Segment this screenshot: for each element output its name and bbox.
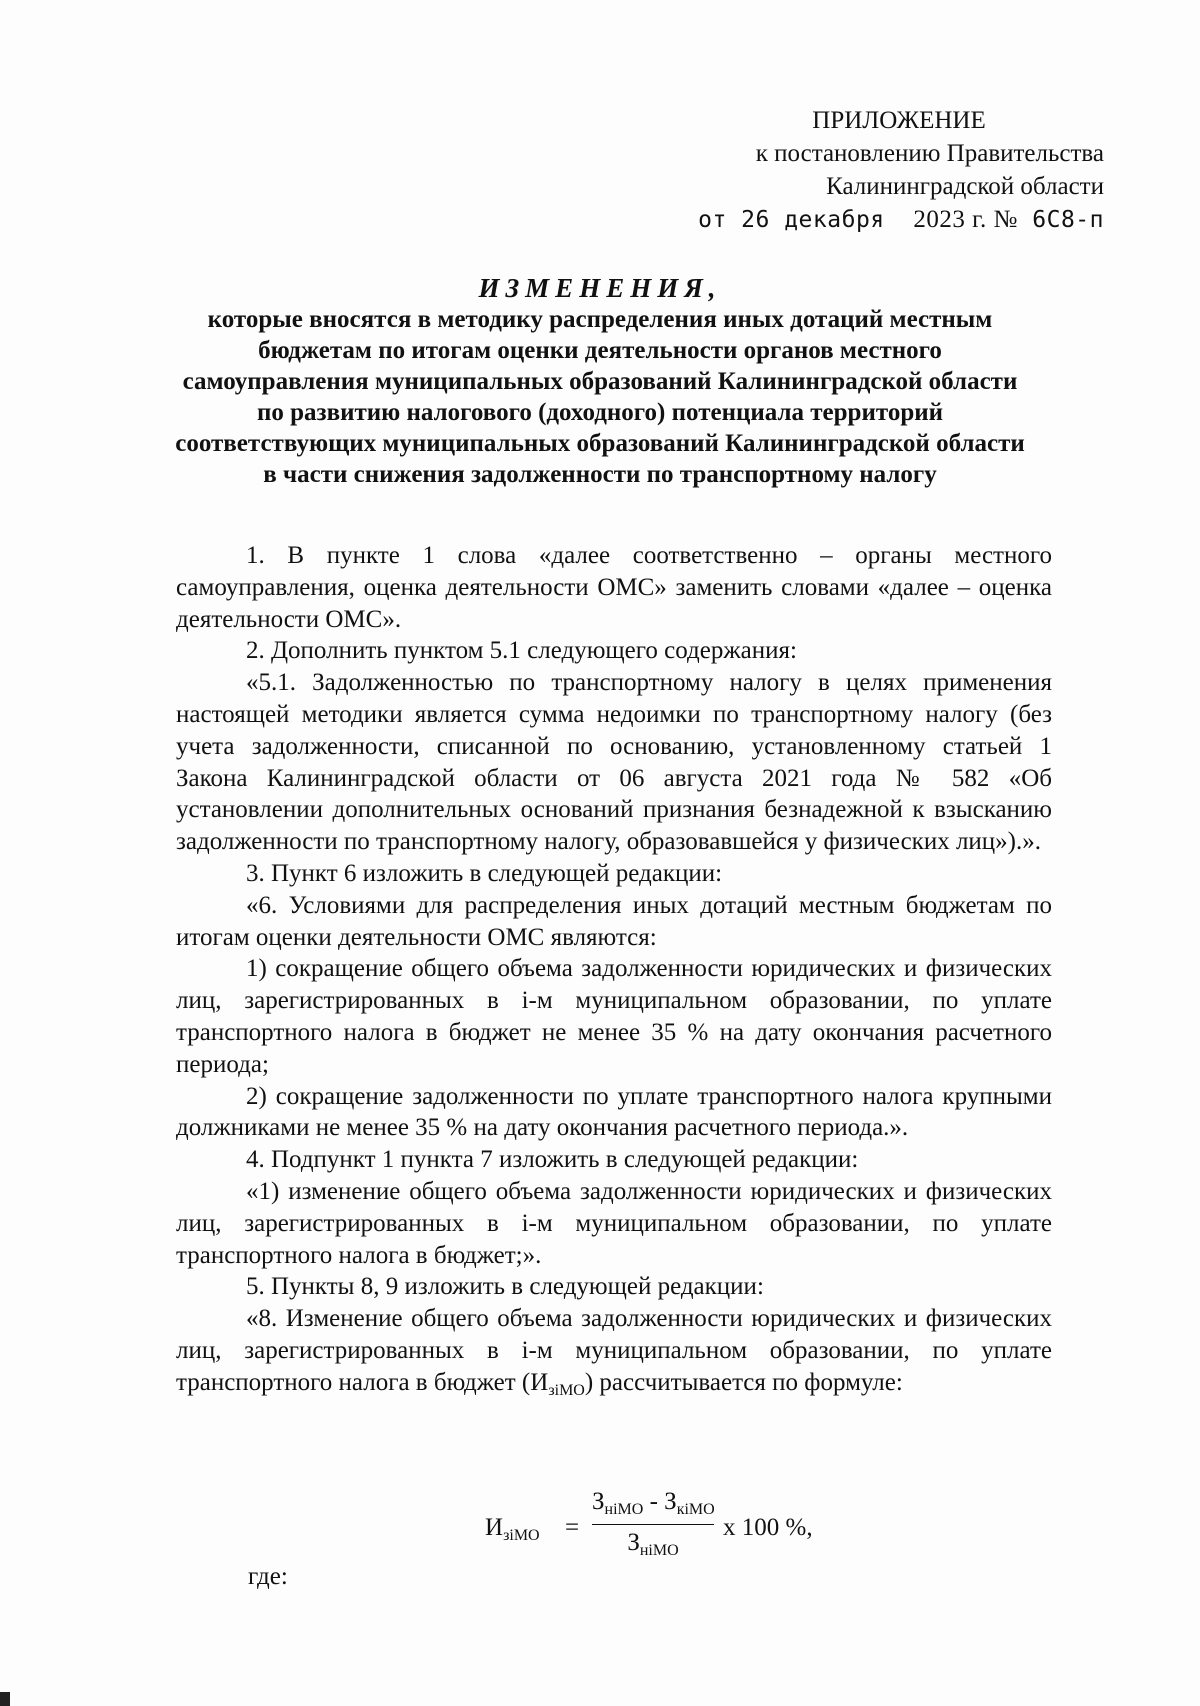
formula-fraction xyxy=(592,1488,714,1560)
formula-minus: - xyxy=(643,1488,665,1515)
date-prefix: от 26 декабря xyxy=(698,207,885,233)
formula-symbol: И xyxy=(485,1514,504,1541)
where-label: где: xyxy=(248,1563,288,1590)
formula xyxy=(485,1488,885,1568)
formula-denominator xyxy=(592,1529,714,1560)
title-line: которые вносятся в методику распределения иных дотаций местным xyxy=(207,306,993,333)
appendix-date xyxy=(544,203,1104,237)
title-main: ИЗМЕНЕНИЯ, xyxy=(478,273,722,303)
paragraph: «6. Условиями для распределения иных дотаций местным бюджетам по итогам оценки деятельности ОМС являются: xyxy=(176,891,1052,951)
appendix-line-2: Калининградской области xyxy=(826,173,1104,200)
subscript: зiМО xyxy=(548,1381,585,1399)
paragraph: 3. Пункт 6 изложить в следующей редакции: xyxy=(246,859,723,887)
formula-symbol: З xyxy=(627,1529,640,1556)
paragraph: 1) сокращение общего объема задолженности юридических и физических лиц, зарегистрированных в i-м муниципальном образовании, по уплате транспортного налога в бюджет не менее 35 % на дату окончания расчетного периода; xyxy=(176,955,1052,1078)
formula-lhs xyxy=(485,1514,540,1545)
paragraph: 4. Подпункт 1 пункта 7 изложить в следующей редакции: xyxy=(246,1146,859,1174)
document-number: 6С8-п xyxy=(1032,207,1104,233)
paragraph-text: ) рассчитывается по формуле: xyxy=(584,1368,903,1396)
appendix-header xyxy=(544,104,1104,237)
formula-subscript: зiМО xyxy=(503,1527,540,1544)
formula-numerator xyxy=(592,1488,714,1522)
paragraph: 2. Дополнить пунктом 5.1 следующего содержания: xyxy=(246,637,797,665)
title-line: самоуправления муниципальных образований Калининградской области xyxy=(182,368,1018,395)
appendix-line-1: к постановлению Правительства xyxy=(755,140,1104,167)
title-line: бюджетам по итогам оценки деятельности органов местного xyxy=(258,337,942,364)
paragraph-text: «8. Изменение общего объема задолженности юридических и физических лиц, зарегистрированных в i-м муниципальном образовании, по уплате транспортного налога в бюджет (И xyxy=(176,1305,1052,1396)
paragraph: 5. Пункты 8, 9 изложить в следующей редакции: xyxy=(246,1273,764,1301)
formula-equals: = xyxy=(565,1514,580,1541)
document-title xyxy=(150,273,1050,490)
paragraph: 1. В пункте 1 слова «далее соответственно – органы местного самоуправления, оценка деятельности ОМС» заменить словами «далее – оценка деятельности ОМС». xyxy=(176,542,1052,633)
paragraph xyxy=(176,1303,1052,1406)
document-body xyxy=(176,540,1052,1407)
title-line: в части снижения задолженности по транспортному налогу xyxy=(263,461,937,488)
formula-symbol: З xyxy=(592,1488,605,1515)
formula-subscript: кiМО xyxy=(676,1501,715,1518)
fraction-bar xyxy=(592,1524,714,1525)
title-line: соответствующих муниципальных образований Калининградской области xyxy=(175,430,1025,457)
formula-tail: x 100 %, xyxy=(723,1514,813,1541)
formula-subscript: нiМО xyxy=(639,1542,679,1559)
date-year: 2023 г. № xyxy=(913,206,1018,233)
appendix-heading: ПРИЛОЖЕНИЕ xyxy=(812,107,986,134)
title-line: по развитию налогового (доходного) потенциала территорий xyxy=(256,399,944,426)
paragraph: 2) сокращение задолженности по уплате транспортного налога крупными должниками не менее 35 % на дату окончания расчетного периода.». xyxy=(176,1082,1052,1142)
scan-artifact xyxy=(0,1692,10,1706)
paragraph: «1) изменение общего объема задолженности юридических и физических лиц, зарегистрированных в i-м муниципальном образовании, по уплате транспортного налога в бюджет;». xyxy=(176,1177,1052,1269)
formula-subscript: нiМО xyxy=(604,1501,644,1518)
paragraph: «5.1. Задолженностью по транспортному налогу в целях применения настоящей методики является сумма недоимки по транспортному налогу (без учета задолженности, списанной по основанию, установленному статьей 1 Закона Калининградской области от 06 августа 2021 года № 582 «Об установлении дополнительных оснований признания безнадежной к взысканию задолженности по транспортному налогу, образовавшейся у физических лиц»).». xyxy=(176,669,1052,856)
formula-symbol: З xyxy=(664,1488,677,1515)
